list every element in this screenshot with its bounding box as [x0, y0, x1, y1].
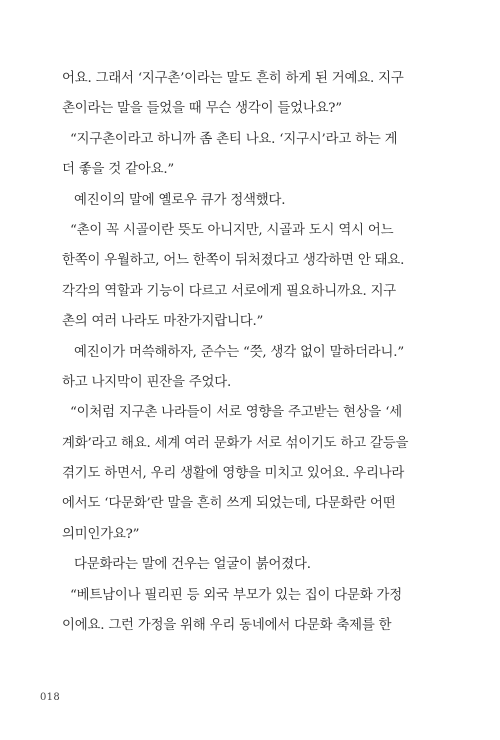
text-line: 하고 나지막이 핀잔을 주었다. [62, 374, 232, 390]
text-line: 겪기도 하면서, 우리 생활에 영향을 미치고 있어요. 우리나라 [62, 466, 405, 482]
text-line: 한쪽이 우월하고, 어느 한쪽이 뒤처졌다고 생각하면 안 돼요. [62, 253, 405, 269]
text-line: 이에요. 그런 가정을 위해 우리 동네에서 다문화 축제를 한 [62, 618, 392, 634]
page-number: 018 [40, 692, 60, 703]
text-line: 예진이가 머쓱해하자, 준수는 “쯧, 생각 없이 말하더라니.” [74, 344, 404, 360]
text-line: 의미인가요?” [62, 526, 140, 542]
text-line: 다문화라는 말에 건우는 얼굴이 붉어졌다. [74, 557, 311, 573]
text-line: 계화’라고 해요. 세계 여러 문화가 서로 섞이기도 하고 갈등을 [62, 435, 409, 451]
text-line: 촌이라는 말을 들었을 때 무슨 생각이 들었나요?” [62, 101, 342, 117]
page-body-text [62, 64, 448, 641]
text-line: 더 좋을 것 같아요.” [62, 162, 175, 178]
text-line: 어요. 그래서 ‘지구촌’이라는 말도 흔히 하게 된 거예요. 지구 [62, 71, 404, 86]
text-line: “지구촌이라고 하니까 좀 촌티 나요. ‘지구시’라고 하는 게 [70, 131, 398, 147]
text-line: 예진이의 말에 옐로우 큐가 정색했다. [74, 192, 286, 208]
text-line: 촌의 여러 나라도 마찬가지랍니다.” [62, 314, 264, 330]
text-line: “촌이 꼭 시골이란 뜻도 아니지만, 시골과 도시 역시 어느 [70, 222, 394, 238]
text-line: “베트남이나 필리핀 등 외국 부모가 있는 집이 다문화 가정 [70, 587, 403, 603]
text-line: “이처럼 지구촌 나라들이 서로 영향을 주고받는 현상을 ‘세 [70, 405, 403, 421]
text-line: 각각의 역할과 기능이 다르고 서로에게 필요하니까요. 지구 [62, 283, 397, 299]
text-line: 에서도 ‘다문화’란 말을 흔히 쓰게 되었는데, 다문화란 어떤 [62, 496, 396, 512]
